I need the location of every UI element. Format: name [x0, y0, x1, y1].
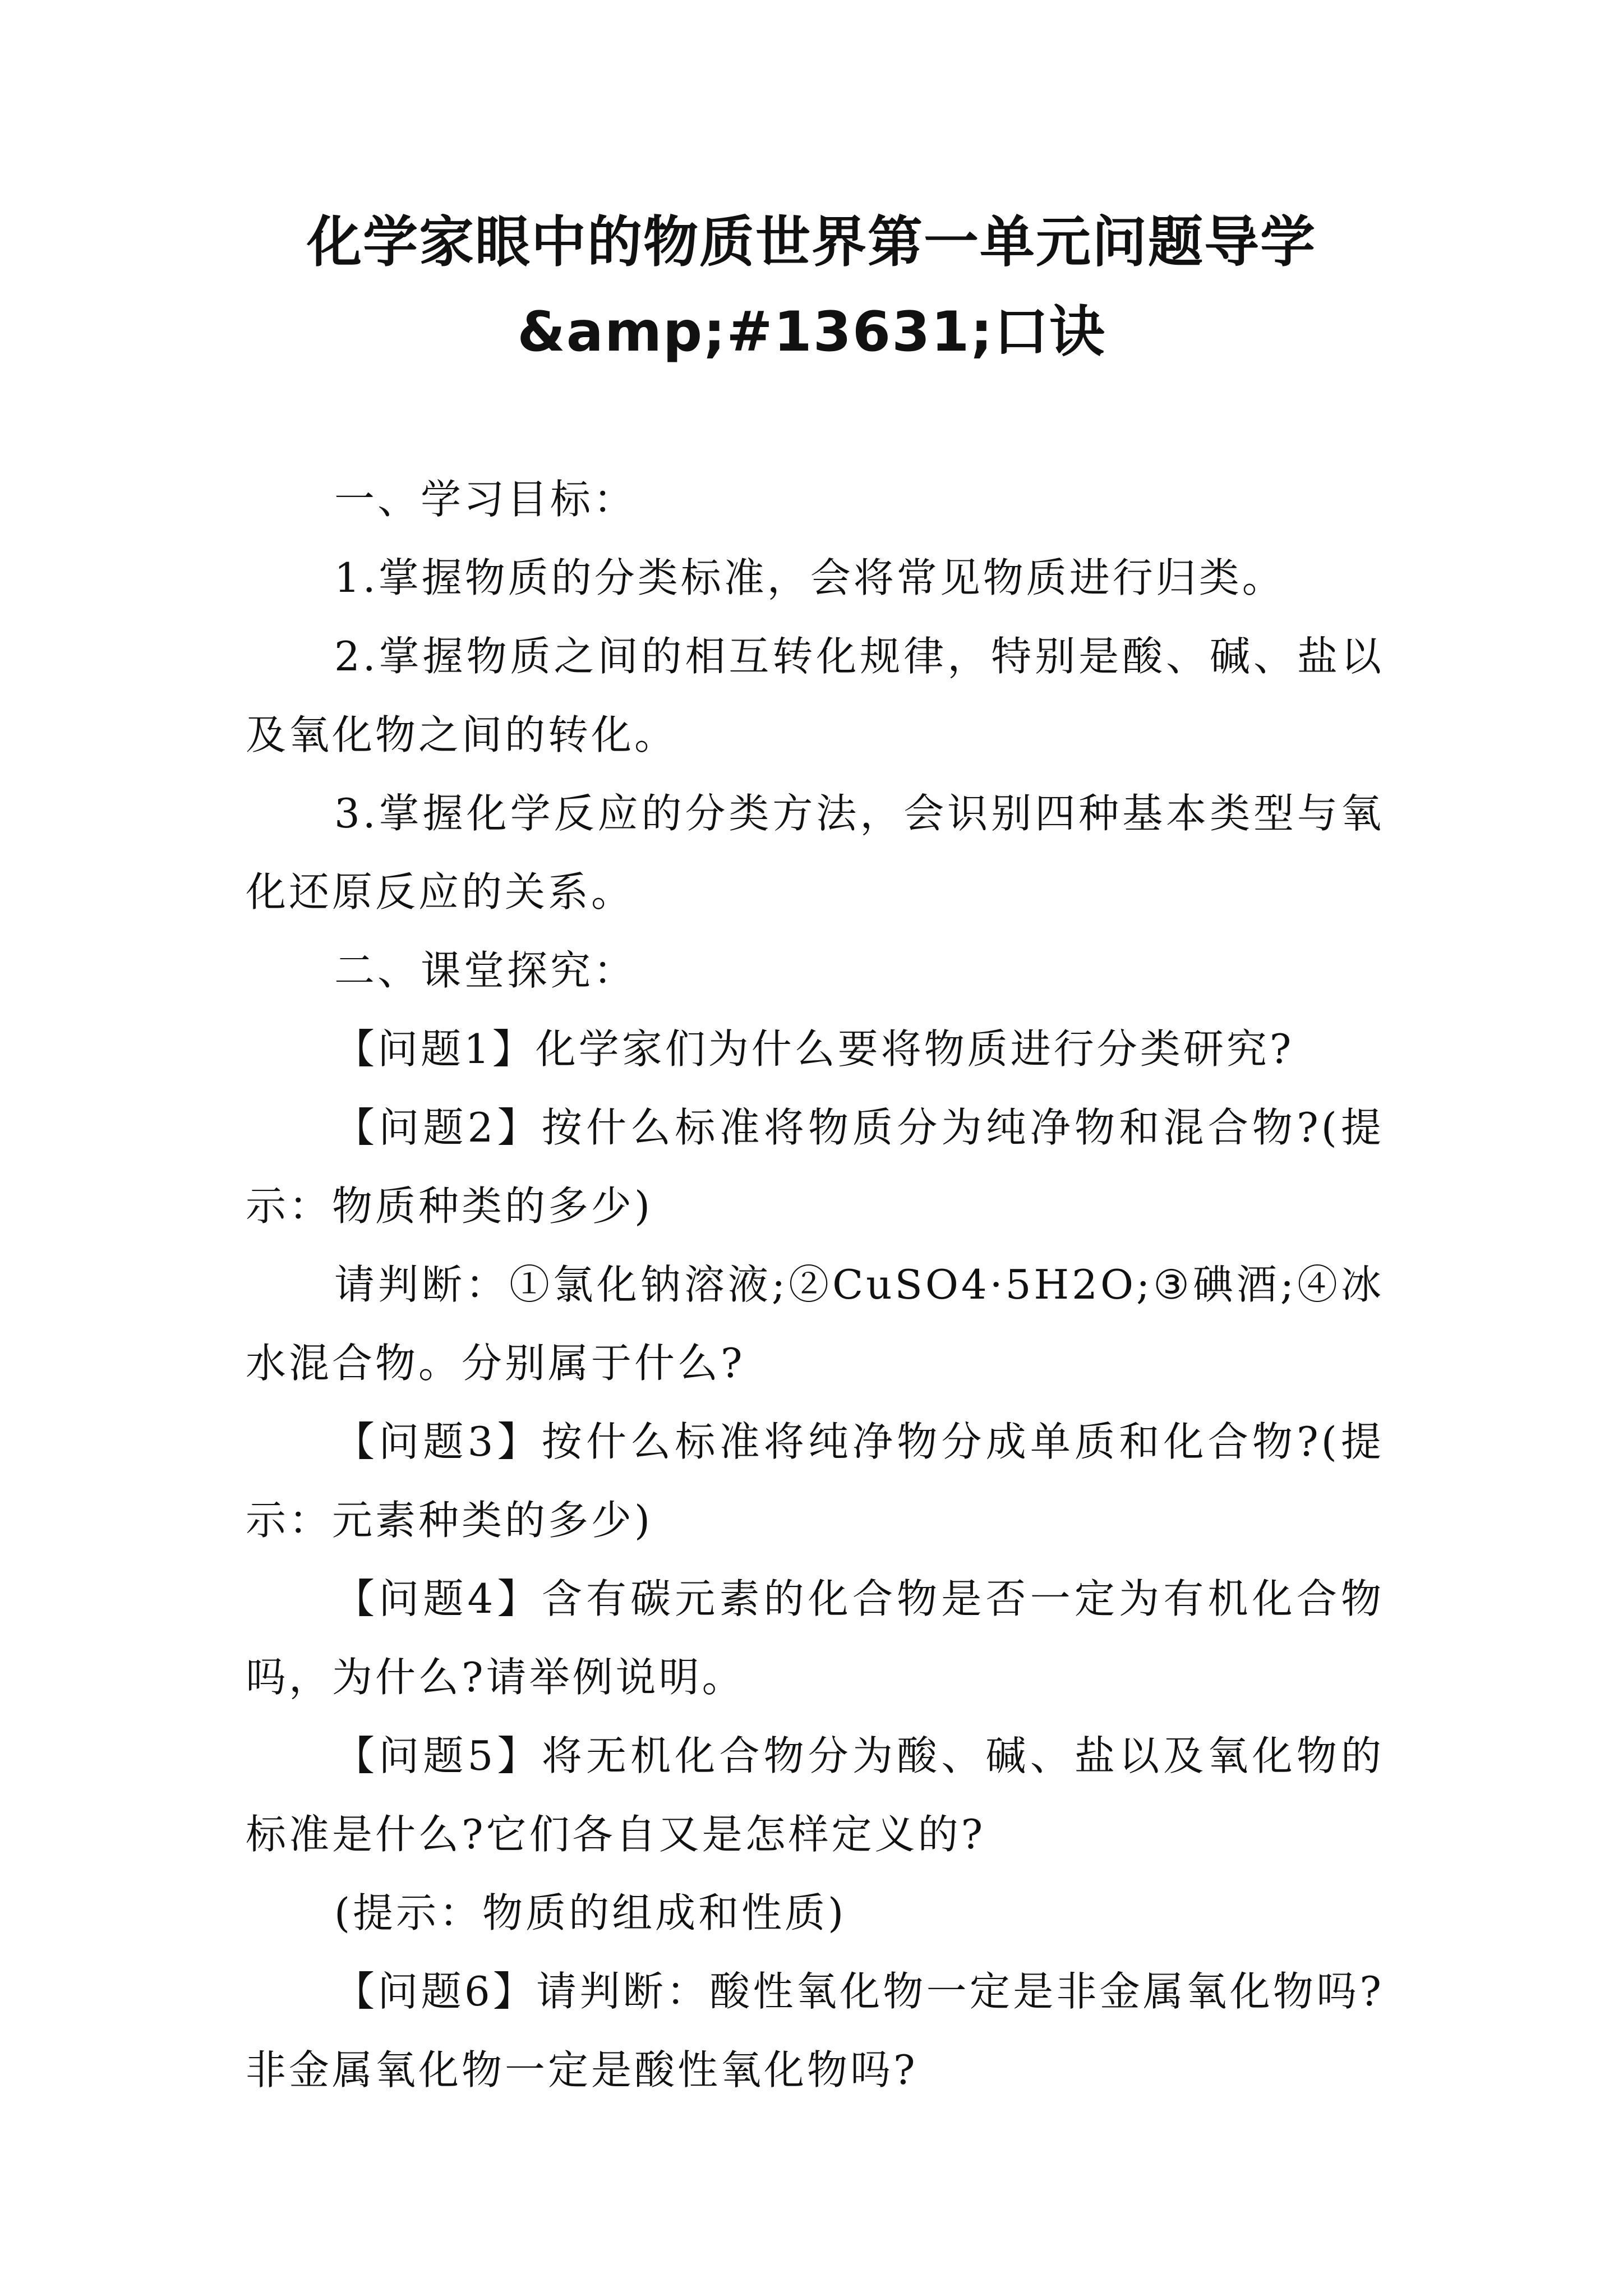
- document-title-line-1: 化学家眼中的物质世界第一单元问题导学: [306, 210, 1316, 274]
- question-4: 【问题4】含有碳元素的化合物是否一定为有机化合物吗，为什么?请举例说明。: [246, 1575, 1384, 1701]
- section-heading-classroom-inquiry: 二、课堂探究：: [334, 947, 637, 994]
- question-6: 【问题6】请判断：酸性氧化物一定是非金属氧化物吗?非金属氧化物一定是酸性氧化物吗?: [246, 1968, 1384, 2093]
- judgement-prompt: 请判断：①氯化钠溶液;②CuSO4·5H2O;③碘酒;④冰水混合物。分别属于什么?: [246, 1261, 1384, 1387]
- question-2: 【问题2】按什么标准将物质分为纯净物和混合物?(提示：物质种类的多少): [246, 1104, 1384, 1230]
- question-3: 【问题3】按什么标准将纯净物分成单质和化合物?(提示：元素种类的多少): [246, 1418, 1384, 1544]
- document-title-line-2: &amp;#13631;口诀: [517, 300, 1106, 364]
- question-1: 【问题1】化学家们为什么要将物质进行分类研究?: [334, 1025, 1294, 1073]
- goal-item-3: 3.掌握化学反应的分类方法，会识别四种基本类型与氧化还原反应的关系。: [246, 790, 1384, 915]
- hint-composition-properties: (提示：物质的组成和性质): [334, 1889, 847, 1936]
- goal-item-1: 1.掌握物质的分类标准，会将常见物质进行归类。: [334, 554, 1285, 601]
- goal-item-2: 2.掌握物质之间的相互转化规律，特别是酸、碱、盐以及氧化物之间的转化。: [246, 633, 1384, 758]
- question-5: 【问题5】将无机化合物分为酸、碱、盐以及氧化物的标准是什么?它们各自又是怎样定义的?: [246, 1732, 1384, 1858]
- section-heading-learning-goals: 一、学习目标：: [334, 476, 637, 523]
